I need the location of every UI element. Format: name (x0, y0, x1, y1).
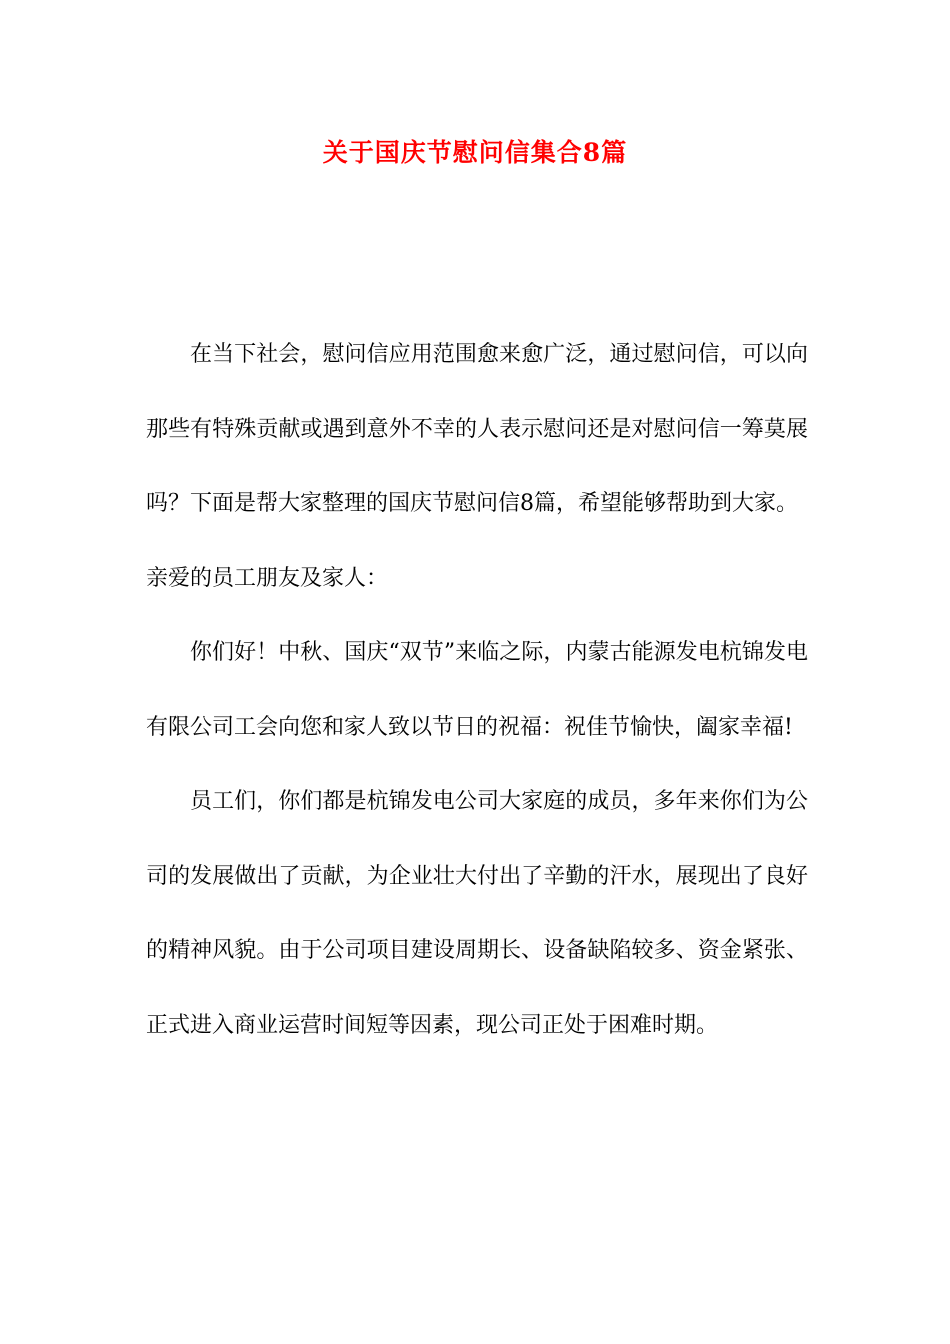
document-title: 关于国庆节慰问信集合8篇 (322, 138, 628, 167)
salutation: 亲爱的员工朋友及家人： (146, 565, 389, 591)
document-body (146, 318, 808, 1063)
body-paragraph: 员工们，你们都是杭锦发电公司大家庭的成员，多年来你们为公司的发展做出了贡献，为企业壮大付出了辛勤的汗水，展现出了良好的精神风貌。由于公司项目建设周期长、设备缺陷较多、资金紧张、正式进入商业运营时间短等因素，现公司正处于困难时期。 (146, 789, 808, 1038)
intro-paragraph: 在当下社会，慰问信应用范围愈来愈广泛，通过慰问信，可以向那些有特殊贡献或遇到意外不幸的人表示慰问还是对慰问信一筹莫展吗？下面是帮大家整理的国庆节慰问信8篇，希望能够帮助到大家。 (146, 342, 808, 516)
greeting-paragraph: 你们好！中秋、国庆“双节”来临之际，内蒙古能源发电杭锦发电有限公司工会向您和家人致以节日的祝福：祝佳节愉快，阖家幸福! (146, 640, 808, 740)
